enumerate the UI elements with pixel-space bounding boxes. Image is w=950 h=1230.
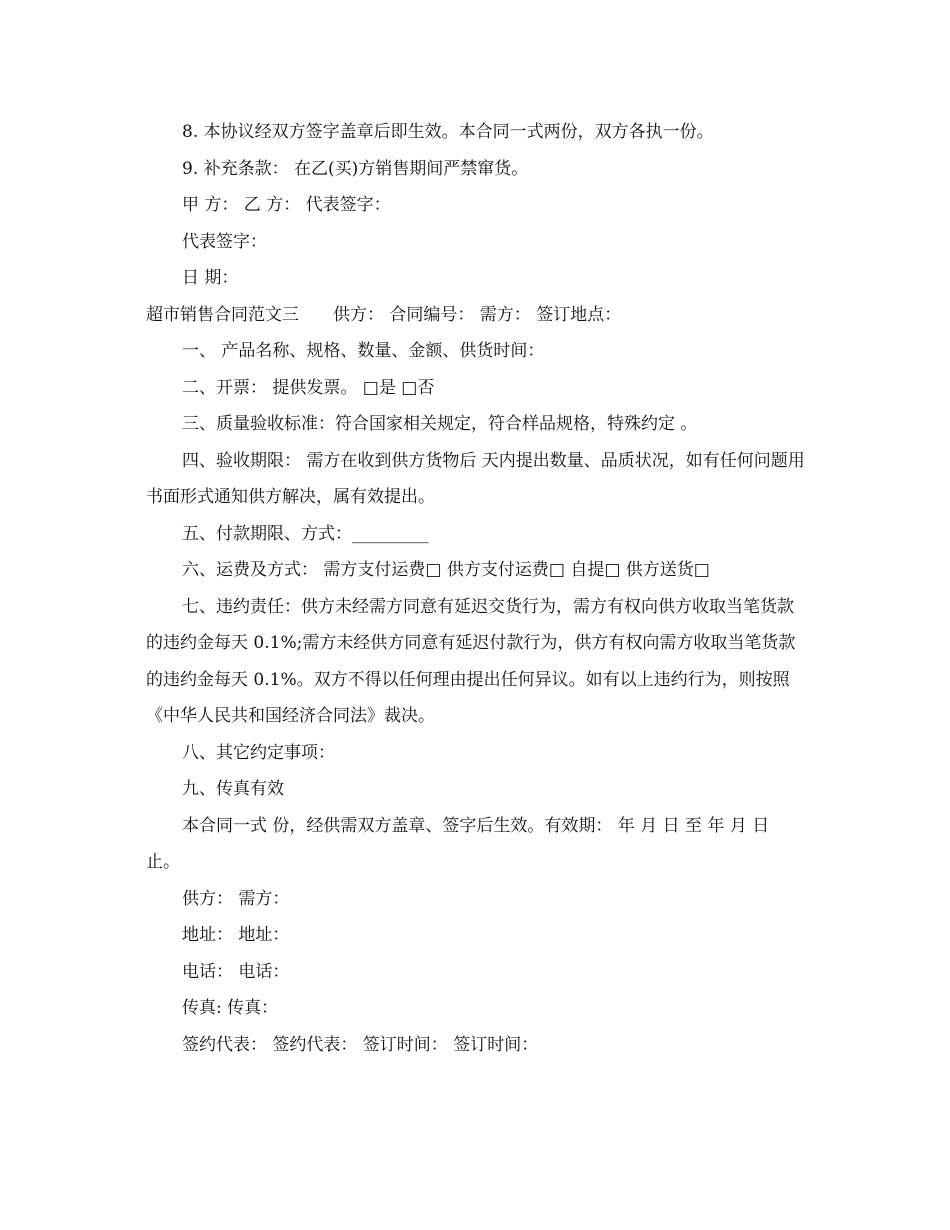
phone-line: 电话： 电话： — [182, 961, 290, 982]
party-signature-line: 甲 方： 乙 方： 代表签字： — [182, 195, 391, 215]
date-line: 日 期： — [182, 268, 239, 288]
contract-header-line: 超市销售合同范文三 供方： 合同编号： 需方： 签订地点： — [146, 304, 622, 325]
section-3-quality: 三、质量验收标准：符合国家相关规定，符合样品规格，特殊约定 。 — [182, 414, 698, 434]
validity-clause: 本合同一式 份，经供需双方盖章、签字后生效。有效期： 年 月 日 至 年 月 日 止。 — [146, 815, 770, 872]
clause-8: 8. 本协议经双方签字盖章后即生效。本合同一式两份，双方各执一份。 — [182, 122, 714, 142]
section-2-invoice: 二、开票： 提供发票。 □是 □否 — [182, 377, 435, 398]
section-4-acceptance: 四、验收期限： 需方在收到供方货物后 天内提出数量、品质状况，如有任何问题用书面形式通知供方解决，属有效提出。 — [146, 450, 805, 507]
section-6-freight: 六、运费及方式： 需方支付运费□ 供方支付运费□ 自提□ 供方送货□ — [182, 560, 710, 580]
representative-signature: 代表签字： — [182, 231, 267, 252]
address-line: 地址： 地址： — [182, 925, 290, 945]
section-5-payment: 五、付款期限、方式：_________ — [182, 523, 429, 544]
section-1-products: 一、 产品名称、规格、数量、金额、供货时间： — [182, 341, 545, 361]
document-body — [146, 114, 808, 1063]
clause-9-supplementary: 9. 补充条款： 在乙(买)方销售期间严禁窜货。 — [182, 158, 529, 179]
section-9-fax: 九、传真有效 — [182, 779, 284, 799]
supplier-buyer-line: 供方： 需方： — [182, 888, 290, 909]
section-8-other: 八、其它约定事项： — [182, 742, 335, 763]
signing-line: 签约代表： 签约代表： 签订时间： 签订时间： — [182, 1034, 539, 1055]
section-7-liability: 七、违约责任：供方未经需方同意有延迟交货行为，需方有权向供方收取当笔货款的违约金每天 0.1%;需方未经供方同意有延迟付款行为，供方有权向需方收取当笔货款的违约金每天 0.1%。双方不得以任何理由提出任何异议。如有以上违约行为，则按照《中华人民共和国经济合同法》裁决。 — [146, 596, 796, 726]
fax-line: 传真: 传真： — [182, 998, 279, 1018]
